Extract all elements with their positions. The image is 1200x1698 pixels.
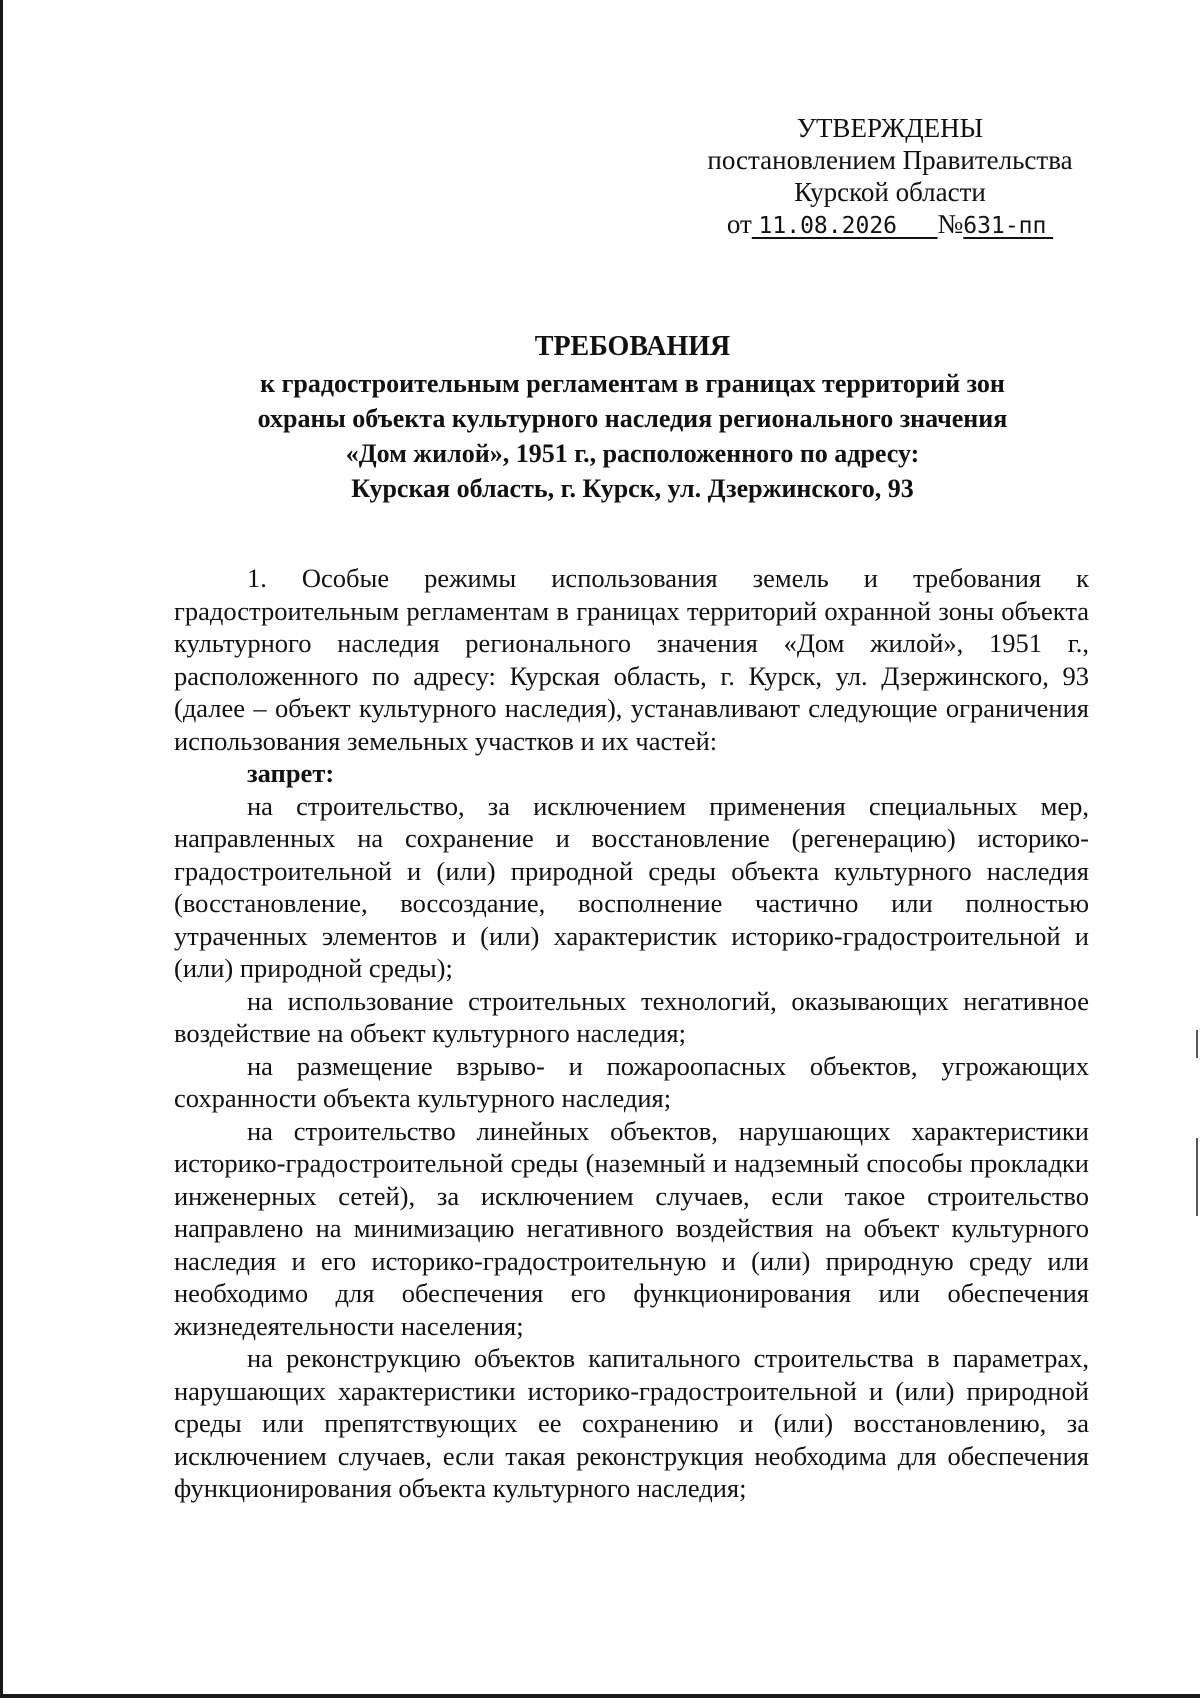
ban-item-5: на реконструкцию объектов капитального строительства в параметрах, нарушающих характеристики историко-градостроительной и (или) природной среды или препятствующих ее сохранению и (или) восстановлению, за исключением случаев, если такая реконструкция необходима для обеспечения функционирования объекта культурного наследия; <box>174 1343 1089 1503</box>
ban-item-2: на использование строительных технологий, оказывающих негативное воздействие на объект культурного наследия; <box>174 985 1089 1048</box>
document-body <box>174 562 1089 1505</box>
scan-left-edge <box>0 0 3 1698</box>
title-line: к градостроительным регламентам в границах территорий зон <box>260 369 1005 398</box>
approval-date-line <box>690 208 1090 242</box>
title-line: «Дом жилой», 1951 г., расположенного по адресу: <box>345 439 920 468</box>
approval-line-region: Курской области <box>794 177 986 207</box>
scan-right-mark <box>1196 1138 1198 1216</box>
title-line: Курская область, г. Курск, ул. Дзержинского, 93 <box>351 474 914 503</box>
scan-right-mark <box>1196 1030 1198 1058</box>
title-line: охраны объекта культурного наследия регионального значения <box>257 404 1008 433</box>
approval-line-decree: постановлением Правительства <box>707 145 1073 175</box>
paragraph-1: 1. Особые режимы использования земель и требования к градостроительным регламентам в границах территорий охранной зоны объекта культурного наследия регионального значения «Дом жилой», 1951 г., расположенного по адресу: Курская область, г. Курск, ул. Дзержинского, 93 (далее – объект культурного наследия), устанавливают следующие ограничения использования земельных участков и их частей: <box>174 563 1089 756</box>
approval-heading: УТВЕРЖДЕНЫ <box>796 113 984 143</box>
scan-bottom-edge <box>0 1694 1200 1698</box>
document-title <box>170 330 1095 506</box>
ban-item-4: на строительство линейных объектов, нарушающих характеристики историко-градостроительной среды (наземный и надземный способы прокладки инженерных сетей), за исключением случаев, если такое строительство направлено на минимизацию негативного воздействия на объект культурного наследия и его историко-градостроительную и (или) природную среду или необходимо для обеспечения его функционирования или обеспечения жизнедеятельности населения; <box>174 1115 1089 1341</box>
decree-number: 631-пп <box>963 213 1047 239</box>
number-prefix: № <box>937 209 964 239</box>
title-main: ТРЕБОВАНИЯ <box>534 331 731 362</box>
decree-date: 11.08.2026 <box>758 213 898 239</box>
date-prefix: от <box>726 209 752 239</box>
ban-item-1: на строительство, за исключением применения специальных мер, направленных на сохранение и восстановление (регенерацию) историко-градостроительной и (или) природной среды объекта культурного наследия (восстановление, воссоздание, восполнение частично или полностью утраченных элементов и (или) характеристик историко-градостроительной и (или) природной среды); <box>174 790 1089 983</box>
ban-item-3: на размещение взрыво- и пожароопасных объектов, угрожающих сохранности объекта культурного наследия; <box>174 1050 1089 1113</box>
ban-label: запрет: <box>247 758 335 788</box>
approval-stamp <box>690 112 1090 242</box>
